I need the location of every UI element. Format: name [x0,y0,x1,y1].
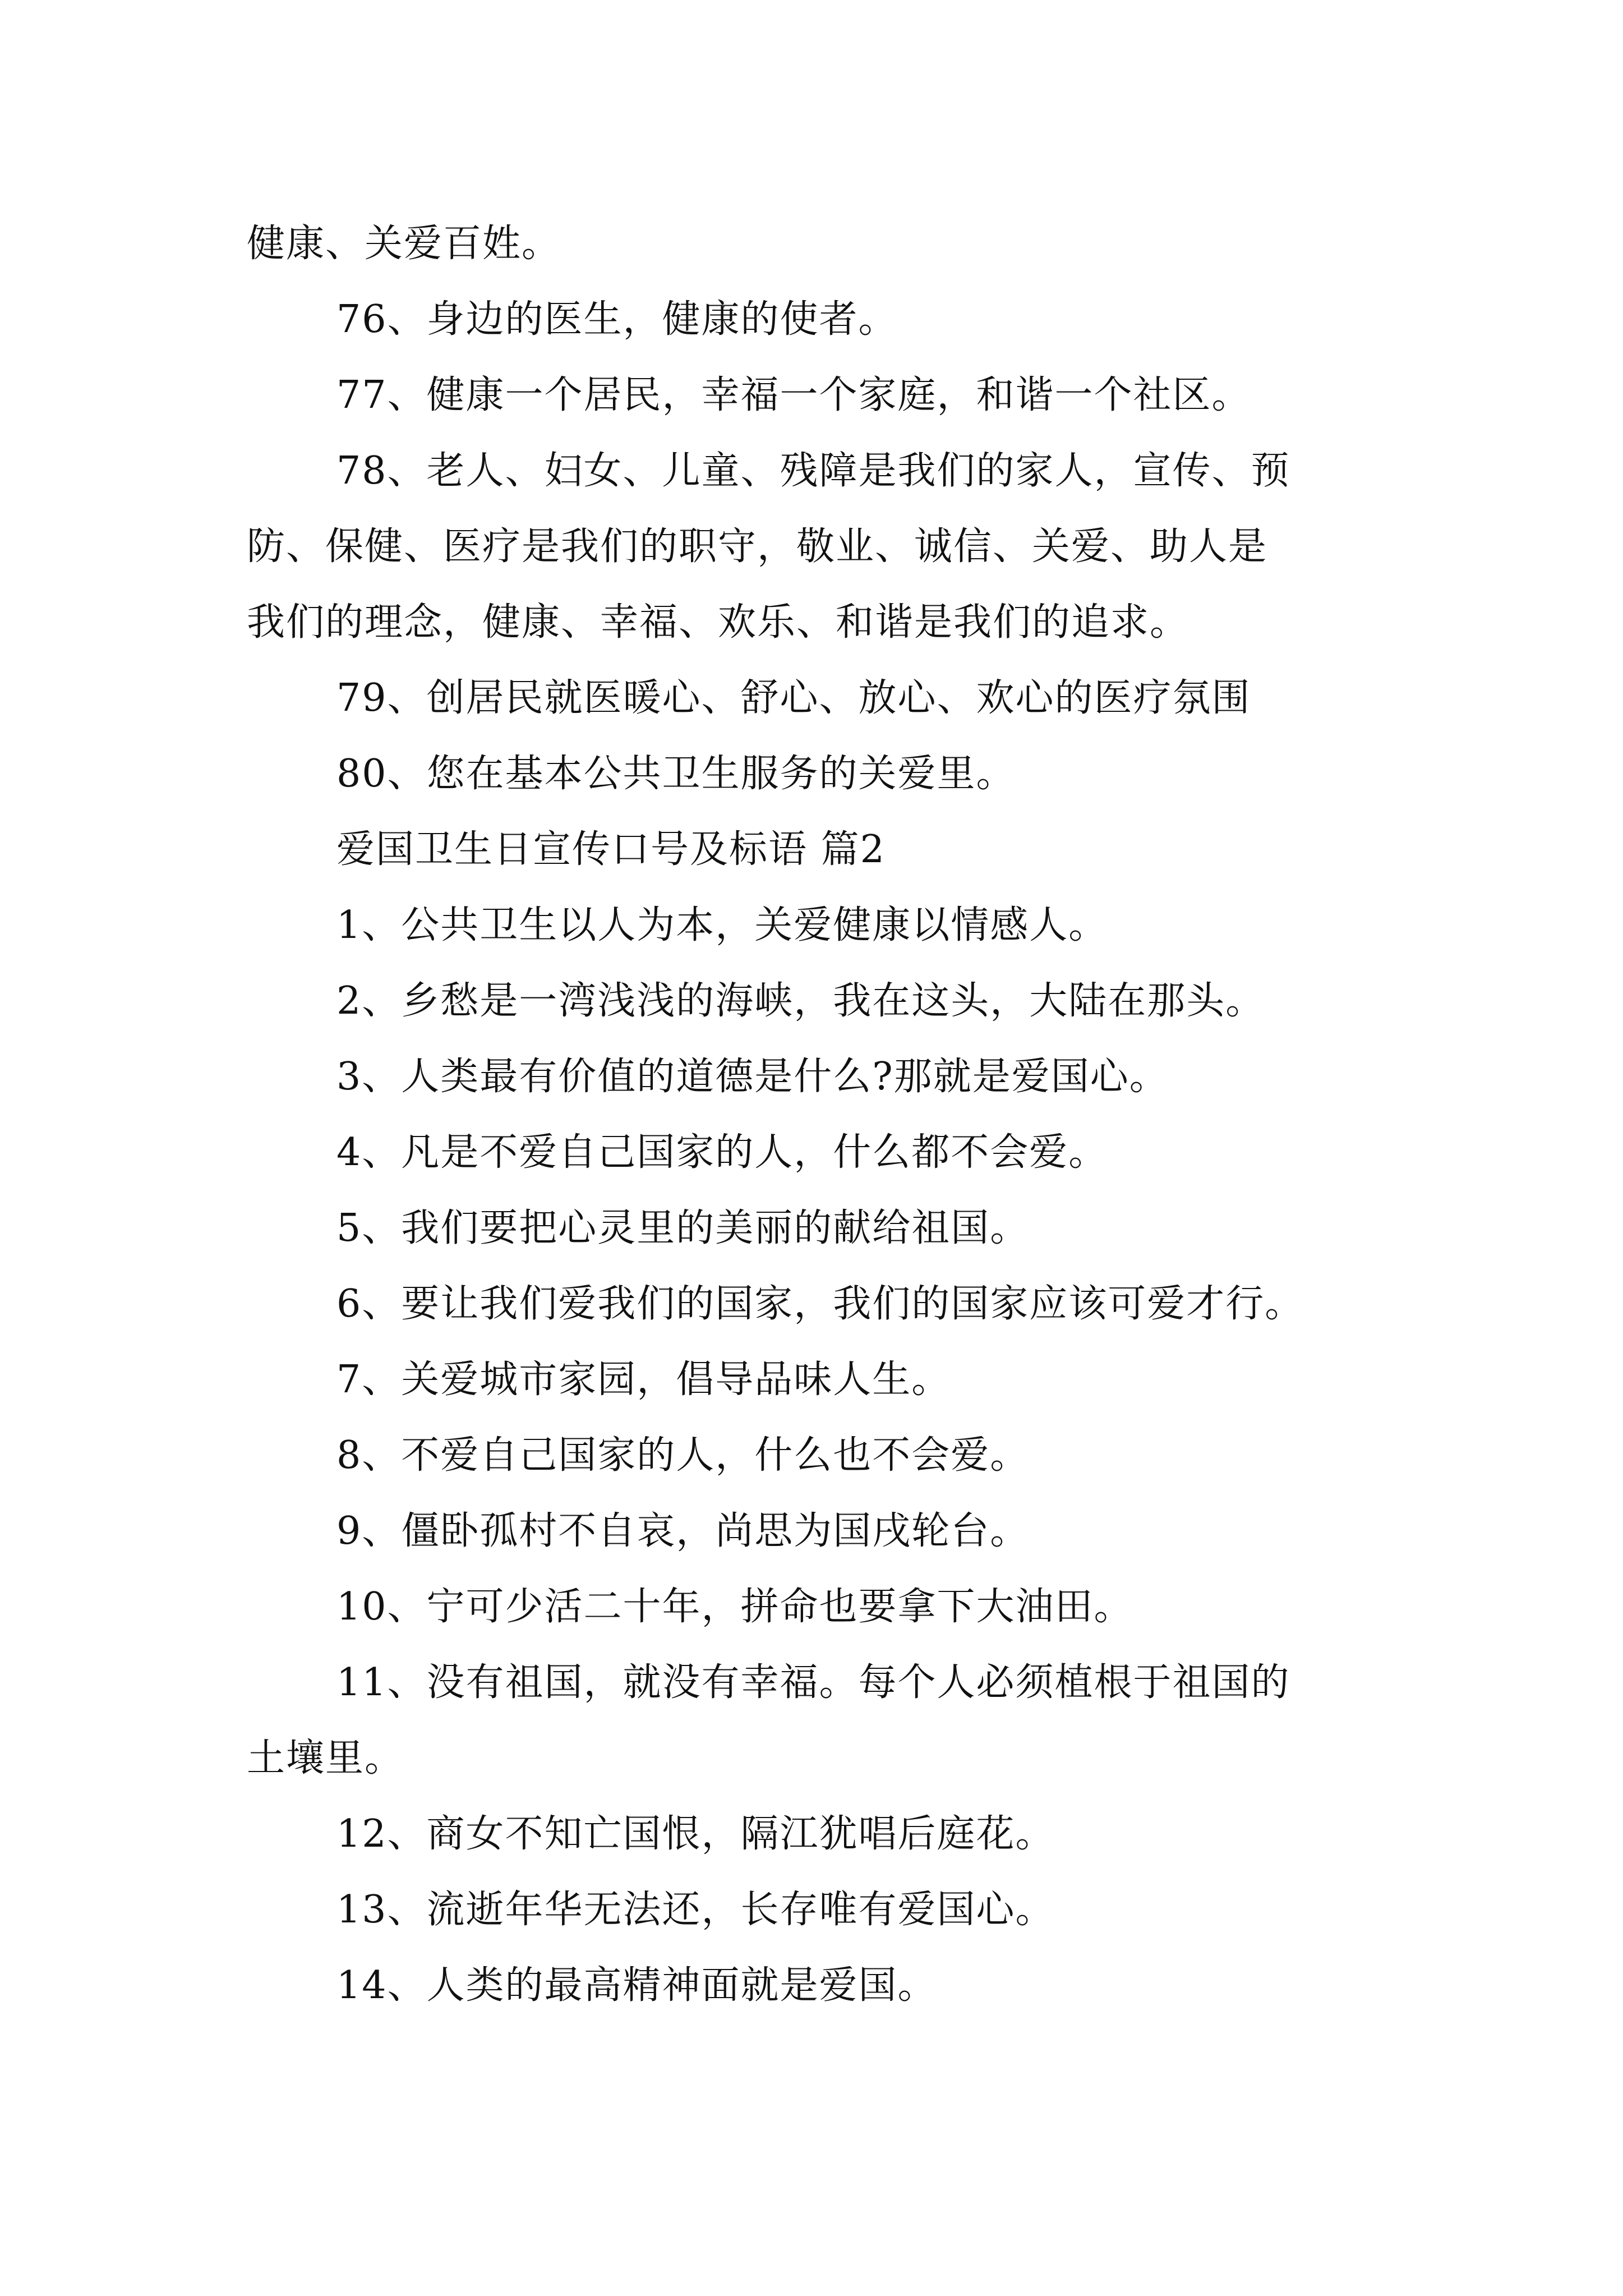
list-item: 11、没有祖国，就没有幸福。每个人必须植根于祖国的 [336,1660,1290,1705]
section-heading: 爱国卫生日宣传口号及标语 篇2 [336,827,886,872]
list-item: 8、不爱自己国家的人，什么也不会爱。 [336,1433,1030,1478]
text-line: 土壤里。 [247,1736,404,1780]
text-line: 健康、关爱百姓。 [247,222,561,266]
list-item: 7、关爱城市家园，倡导品味人生。 [336,1358,951,1402]
list-item: 14、人类的最高精神面就是爱国。 [336,1963,937,2008]
list-item: 10、宁可少活二十年，拼命也要拿下大油田。 [336,1585,1133,1629]
list-item: 6、要让我们爱我们的国家，我们的国家应该可爱才行。 [336,1282,1304,1326]
list-item: 4、凡是不爱自己国家的人，什么都不会爱。 [336,1130,1108,1175]
list-item: 9、僵卧孤村不自哀，尚思为国戌轮台。 [336,1509,1030,1553]
text-line: 我们的理念，健康、幸福、欢乐、和谐是我们的追求。 [247,600,1189,645]
list-item: 12、商女不知亡国恨，隔江犹唱后庭花。 [336,1812,1055,1856]
list-item: 78、老人、妇女、儿童、残障是我们的家人，宣传、预 [336,449,1290,493]
list-item: 80、您在基本公共卫生服务的关爱里。 [336,752,1016,796]
list-item: 77、健康一个居民，幸福一个家庭，和谐一个社区。 [336,373,1251,417]
list-item: 79、创居民就医暖心、舒心、放心、欢心的医疗氛围 [336,676,1251,720]
list-item: 3、人类最有价值的道德是什么?那就是爱国心。 [336,1055,1169,1099]
list-item: 76、身边的医生，健康的使者。 [336,297,898,342]
text-line: 防、保健、医疗是我们的职守，敬业、诚信、关爱、助人是 [247,524,1268,569]
list-item: 13、流逝年华无法还，长存唯有爱国心。 [336,1888,1055,1932]
list-item: 5、我们要把心灵里的美丽的献给祖国。 [336,1206,1030,1250]
list-item: 1、公共卫生以人为本，关爱健康以情感人。 [336,903,1108,947]
list-item: 2、乡愁是一湾浅浅的海峡，我在这头，大陆在那头。 [336,979,1265,1023]
